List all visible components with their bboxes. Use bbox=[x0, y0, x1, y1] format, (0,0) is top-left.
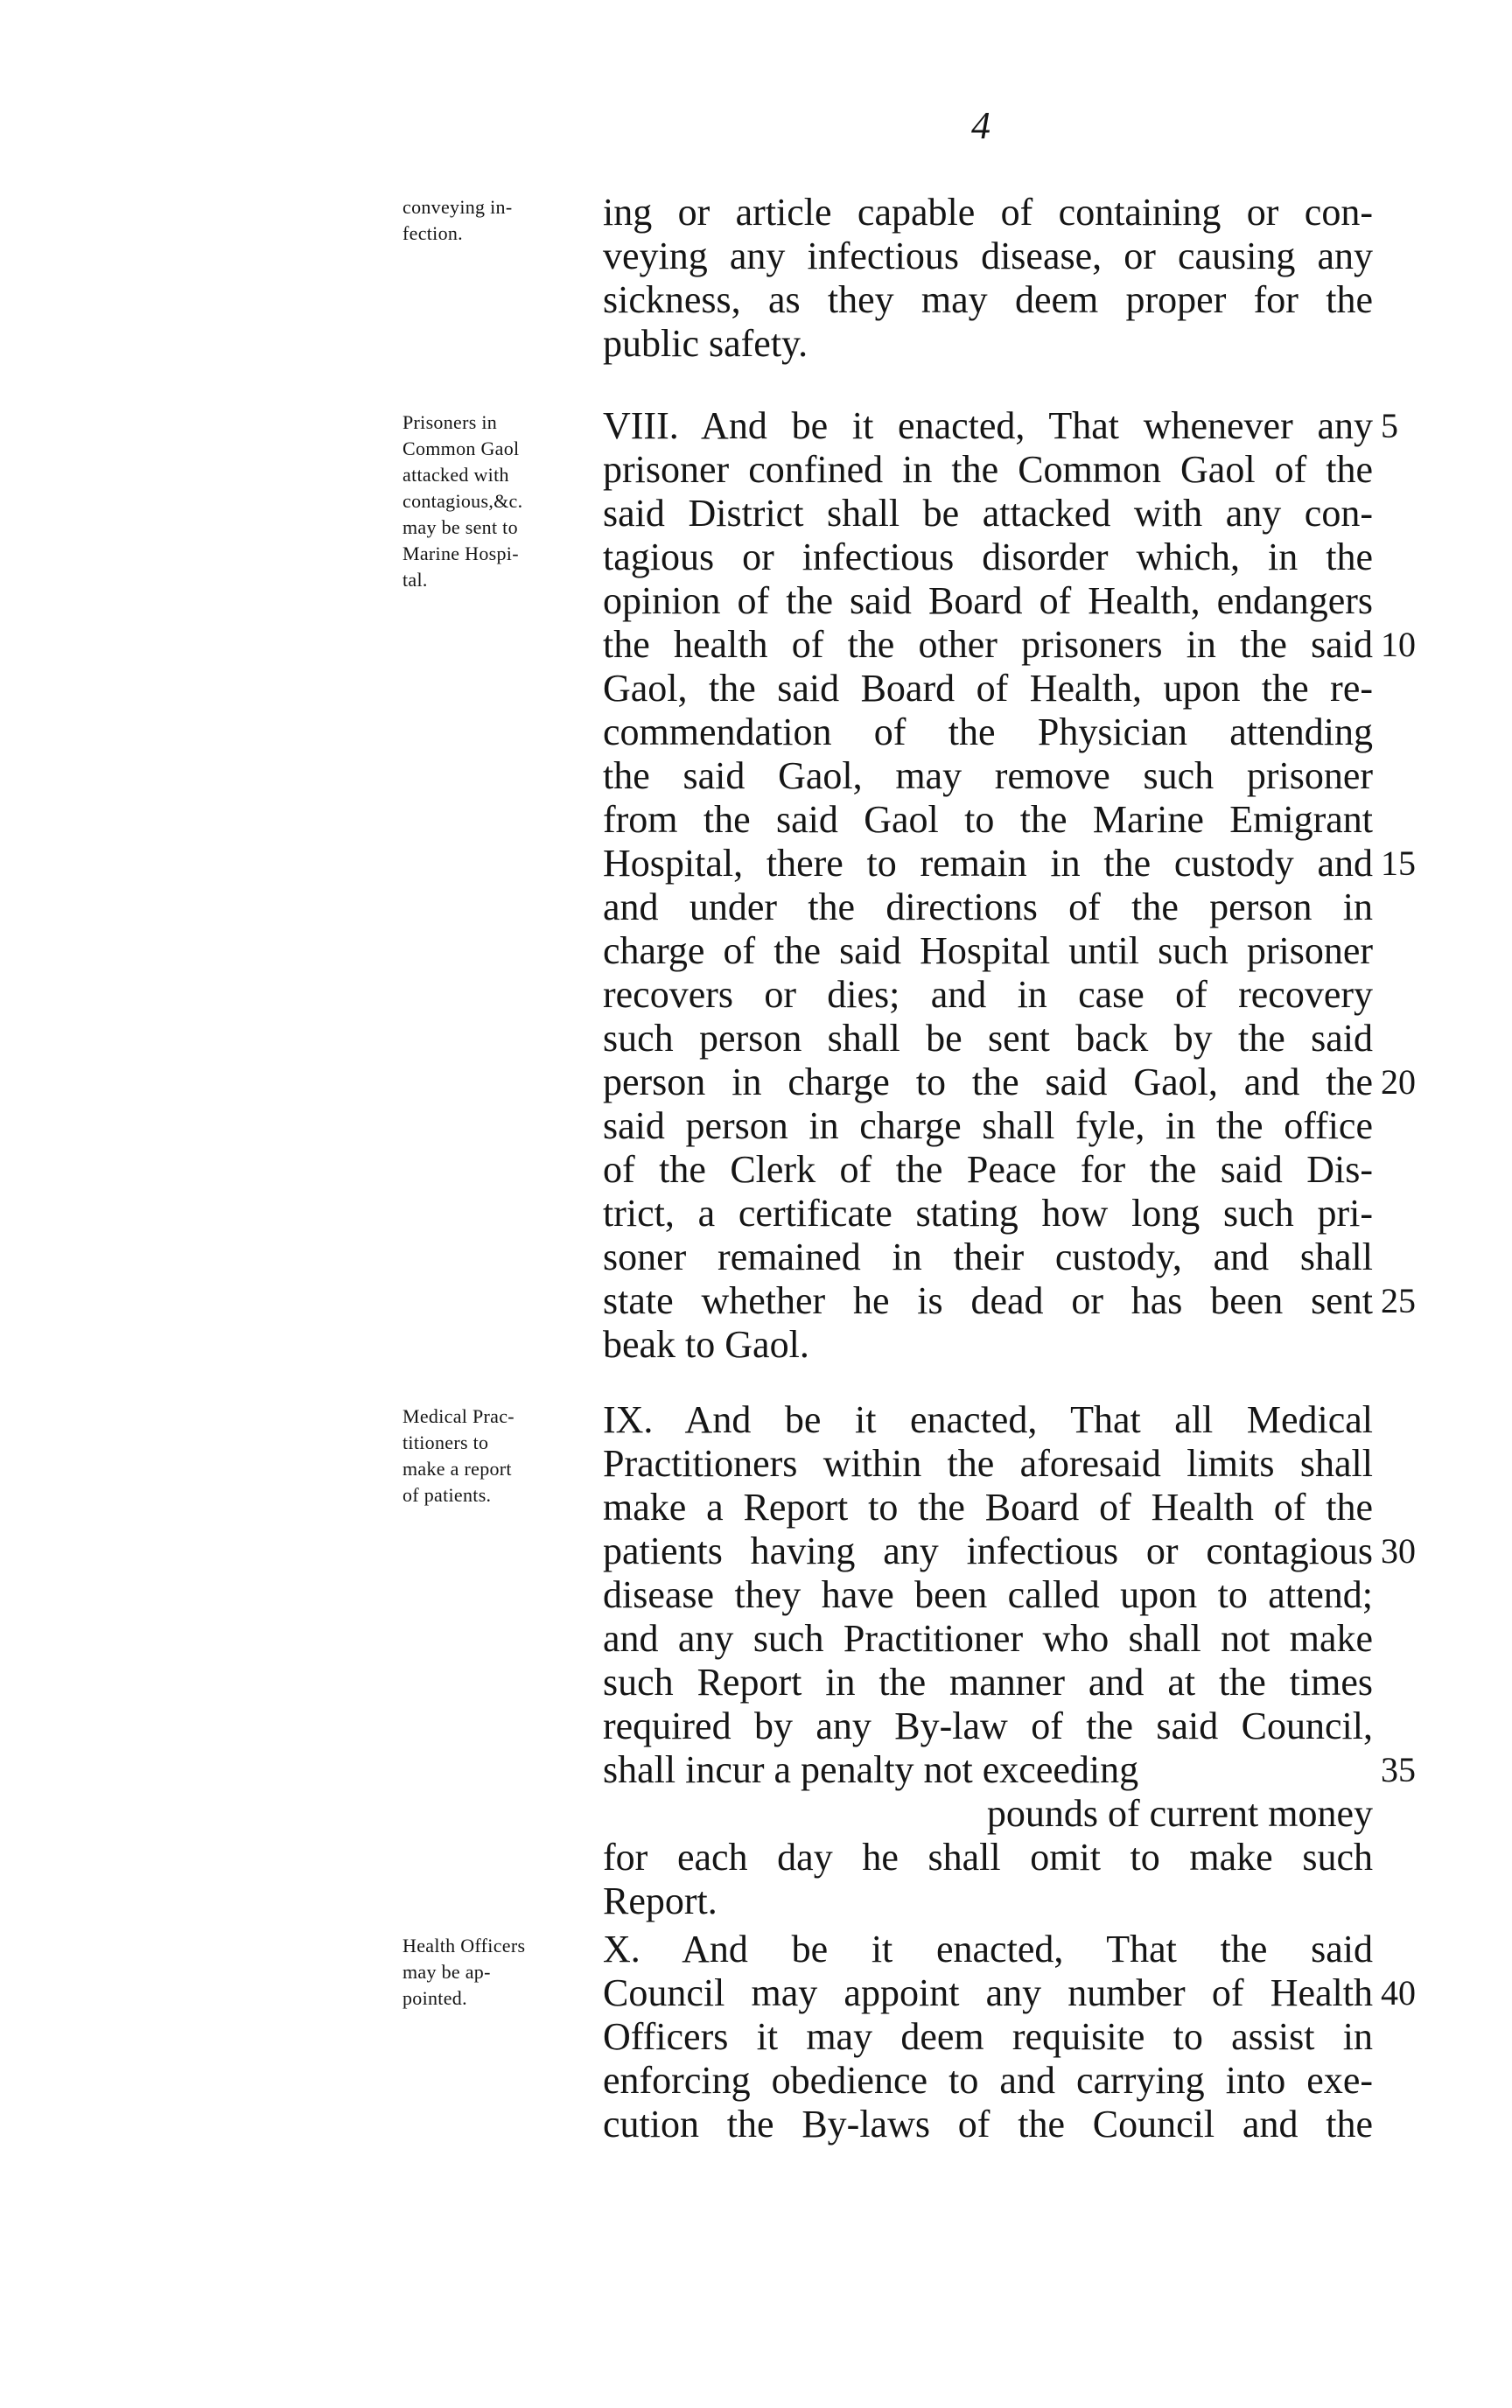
text-line: of the Clerk of the Peace for the said Dis- bbox=[603, 1148, 1373, 1191]
text-line: Gaol, the said Board of Health, upon the re- bbox=[603, 667, 1373, 710]
line-number: 35 bbox=[1381, 1750, 1416, 1789]
line-number: 30 bbox=[1381, 1531, 1416, 1571]
margin-note-line: may be ap- bbox=[402, 1961, 491, 1983]
margin-note-line: Health Officers bbox=[402, 1935, 526, 1956]
text-line: Hospital, there to remain in the custody and bbox=[603, 842, 1373, 885]
section-text bbox=[603, 191, 1373, 366]
line-number: 20 bbox=[1381, 1062, 1416, 1102]
text-line: required by any By-law of the said Council, bbox=[603, 1704, 1373, 1747]
margin-note-line: Marine Hospi- bbox=[402, 542, 519, 564]
text-line: commendation of the Physician attending bbox=[603, 710, 1373, 753]
margin-note-line: titioners to bbox=[402, 1432, 489, 1453]
text-line: ing or article capable of containing or con- bbox=[603, 191, 1373, 234]
text-line: tagious or infectious disorder which, in the bbox=[603, 536, 1373, 578]
line-number: 25 bbox=[1381, 1281, 1416, 1320]
margin-note bbox=[402, 194, 604, 247]
text-line: Council may appoint any number of Health bbox=[603, 1971, 1373, 2014]
text-line: recovers or dies; and in case of recovery bbox=[603, 973, 1373, 1016]
margin-note-line: attacked with bbox=[402, 464, 509, 486]
page-number: 4 bbox=[971, 104, 990, 147]
text-line: Officers it may deem requisite to assist in bbox=[603, 2015, 1373, 2058]
text-line: public safety. bbox=[603, 322, 808, 365]
text-line: patients having any infectious or contagious bbox=[603, 1530, 1373, 1572]
text-line: such person shall be sent back by the said bbox=[603, 1017, 1373, 1060]
text-line: said District shall be attacked with any con- bbox=[603, 492, 1373, 535]
line-number: 40 bbox=[1381, 1973, 1416, 2012]
text-line: Practitioners within the aforesaid limits shall bbox=[603, 1442, 1373, 1485]
text-line: pounds of current money bbox=[986, 1792, 1373, 1835]
text-line: sickness, as they may deem proper for the bbox=[603, 278, 1373, 321]
text-line: and under the directions of the person in bbox=[603, 886, 1373, 928]
text-line: VIII. And be it enacted, That whenever any bbox=[603, 404, 1373, 447]
text-line: shall incur a penalty not exceeding bbox=[603, 1748, 1139, 1791]
text-line: beak to Gaol. bbox=[603, 1323, 809, 1366]
text-line: make a Report to the Board of Health of the bbox=[603, 1486, 1373, 1529]
text-line: opinion of the said Board of Health, endangers bbox=[603, 579, 1373, 622]
text-line: disease they have been called upon to attend; bbox=[603, 1573, 1373, 1616]
text-line: from the said Gaol to the Marine Emigrant bbox=[603, 798, 1373, 841]
text-line: state whether he is dead or has been sent bbox=[603, 1279, 1373, 1322]
margin-note-line: tal. bbox=[402, 569, 428, 591]
text-line: such Report in the manner and at the times bbox=[603, 1661, 1373, 1704]
text-line: and any such Practitioner who shall not make bbox=[603, 1617, 1373, 1660]
text-line: IX. And be it enacted, That all Medical bbox=[603, 1398, 1373, 1441]
margin-note-line: Common Gaol bbox=[402, 438, 520, 459]
text-line: for each day he shall omit to make such bbox=[603, 1836, 1373, 1879]
margin-note-line: contagious,&c. bbox=[402, 490, 523, 512]
margin-note-line: conveying in- bbox=[402, 196, 513, 218]
margin-note-line: Medical Prac- bbox=[402, 1405, 514, 1427]
margin-note-line: Prisoners in bbox=[402, 411, 498, 433]
text-line: cution the By-laws of the Council and the bbox=[603, 2103, 1373, 2146]
margin-note-line: pointed. bbox=[402, 1987, 467, 2009]
text-line: the health of the other prisoners in the said bbox=[603, 623, 1373, 666]
text-line: Report. bbox=[603, 1880, 718, 1922]
text-line: trict, a certificate stating how long such pri- bbox=[603, 1192, 1373, 1235]
margin-note bbox=[402, 1404, 604, 1508]
margin-note bbox=[402, 1933, 604, 2012]
text-line: person in charge to the said Gaol, and the bbox=[603, 1060, 1373, 1103]
text-line: the said Gaol, may remove such prisoner bbox=[603, 754, 1373, 797]
line-number: 5 bbox=[1381, 406, 1398, 445]
margin-note-line: of patients. bbox=[402, 1484, 492, 1506]
line-number: 15 bbox=[1381, 844, 1416, 883]
margin-note bbox=[402, 410, 604, 593]
text-line: prisoner confined in the Common Gaol of the bbox=[603, 448, 1373, 491]
text-line: veying any infectious disease, or causing any bbox=[603, 234, 1373, 277]
line-number: 10 bbox=[1381, 625, 1416, 664]
text-line: said person in charge shall fyle, in the office bbox=[603, 1104, 1373, 1147]
margin-note-line: fection. bbox=[402, 222, 463, 244]
text-line: enforcing obedience to and carrying into exe- bbox=[603, 2059, 1373, 2102]
text-line: soner remained in their custody, and shall bbox=[603, 1236, 1373, 1278]
text-line: charge of the said Hospital until such prisoner bbox=[603, 929, 1373, 972]
margin-note-line: may be sent to bbox=[402, 516, 518, 538]
section-text bbox=[603, 1398, 1373, 1923]
text-line: X. And be it enacted, That the said bbox=[603, 1928, 1373, 1970]
section-text bbox=[603, 1928, 1373, 2146]
margin-note-line: make a report bbox=[402, 1458, 512, 1480]
section-text bbox=[603, 404, 1373, 1367]
